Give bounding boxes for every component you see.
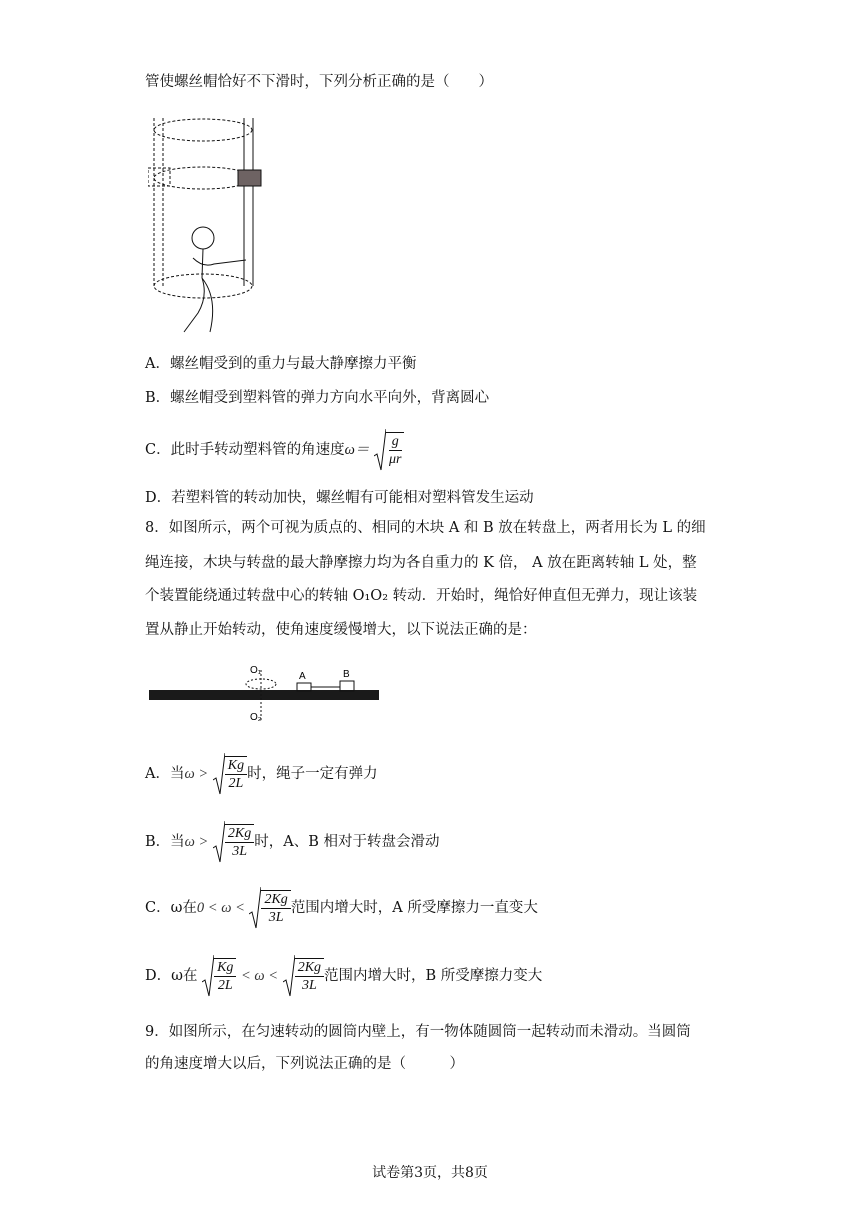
q8-option-b-sqrt — [213, 820, 254, 864]
nut — [238, 170, 261, 186]
q7-option-c-den: μr — [388, 452, 402, 467]
q8-option-b-den: 3L — [232, 844, 247, 859]
q8-option-d-num-1: Kg — [214, 959, 236, 977]
q7-option-c-text: C．此时手转动塑料管的角速度 — [145, 442, 345, 458]
rotating-tube-figure — [148, 108, 274, 344]
q8-option-c-prefix: C．ω在 — [145, 900, 197, 916]
q7-option-a: A．螺丝帽受到的重力与最大静摩擦力平衡 — [145, 356, 417, 372]
q8-option-b-suffix: 时，A、B 相对于转盘会滑动 — [254, 834, 440, 850]
label-o1: O₁ — [250, 665, 262, 676]
q8-option-c-num: 2Kg — [261, 891, 290, 909]
q8-option-d-num-2: 2Kg — [295, 959, 324, 977]
q9-stem-line-1: 9．如图所示，在匀速转动的圆筒内壁上，有一物体随圆筒一起转动而未滑动。当圆筒 — [145, 1024, 691, 1040]
q8-option-d-condition: < ω < — [241, 968, 279, 984]
q8-stem-line-2: 绳连接，木块与转盘的最大静摩擦力均为各自重力的 K 倍， A 放在距离转轴 L 处，整 — [145, 555, 697, 571]
q8-option-d-sqrt-2 — [283, 954, 324, 998]
q8-option-b-num: 2Kg — [225, 825, 254, 843]
q8-option-c-den: 3L — [268, 910, 284, 925]
q8-option-c-condition: 0 < ω < — [196, 900, 245, 916]
label-o2: O₂ — [250, 712, 262, 723]
page-footer: 试卷第3页，共8页 — [372, 1165, 488, 1181]
q8-stem-line-3: 个装置能绕通过转盘中心的转轴 O₁O₂ 转动．开始时，绳恰好伸直但无弹力，现让该装 — [145, 588, 698, 604]
q8-option-a-prefix: A．当 — [145, 766, 185, 782]
turntable-figure — [146, 660, 382, 724]
q8-option-c — [145, 886, 538, 930]
q8-option-b-prefix: B．当 — [145, 834, 185, 850]
label-b: B — [343, 669, 350, 680]
q8-option-a — [145, 752, 378, 796]
q7-option-d: D．若塑料管的转动加快，螺丝帽有可能相对塑料管发生运动 — [145, 490, 534, 506]
q7-option-c-num: g — [389, 433, 402, 451]
q8-option-a-sqrt — [213, 752, 247, 796]
q8-stem-line-4: 置从静止开始转动，使角速度缓慢增大，以下说法正确的是： — [145, 622, 537, 638]
q7-option-c-omega: ω＝ — [344, 442, 370, 458]
q8-stem-line-1: 8．如图所示，两个可视为质点的、相同的木块 A 和 B 放在转盘上，两者用长为 L 的细 — [145, 520, 706, 536]
q8-option-a-condition: ω > — [184, 766, 209, 782]
q8-option-d-den-2: 3L — [301, 978, 317, 993]
q7-option-b: B．螺丝帽受到塑料管的弹力方向水平向外，背离圆心 — [145, 390, 490, 406]
q7-stem-tail: 管使螺丝帽恰好不下滑时，下列分析正确的是（ ） — [145, 74, 493, 90]
q8-option-a-num: Kg — [225, 757, 247, 775]
label-a: A — [299, 671, 306, 682]
q8-option-a-suffix: 时，绳子一定有弹力 — [247, 766, 378, 782]
q8-option-c-suffix: 范围内增大时，A 所受摩擦力一直变大 — [290, 900, 538, 916]
q8-option-d-suffix: 范围内增大时，B 所受摩擦力变大 — [324, 968, 543, 984]
q8-option-c-sqrt — [249, 886, 290, 930]
q8-option-d-sqrt-1 — [202, 954, 236, 998]
q8-option-d-den-1: 2L — [217, 978, 233, 993]
q8-option-d — [145, 954, 542, 998]
q8-option-d-prefix: D．ω在 — [145, 968, 198, 984]
q8-option-b-condition: ω > — [184, 834, 209, 850]
q8-option-b — [145, 820, 440, 864]
q9-stem-line-2: 的角速度增大以后，下列说法正确的是（ ） — [145, 1056, 464, 1072]
q7-option-c-sqrt — [374, 428, 404, 472]
q7-option-c — [145, 428, 404, 472]
q8-option-a-den: 2L — [228, 776, 244, 791]
